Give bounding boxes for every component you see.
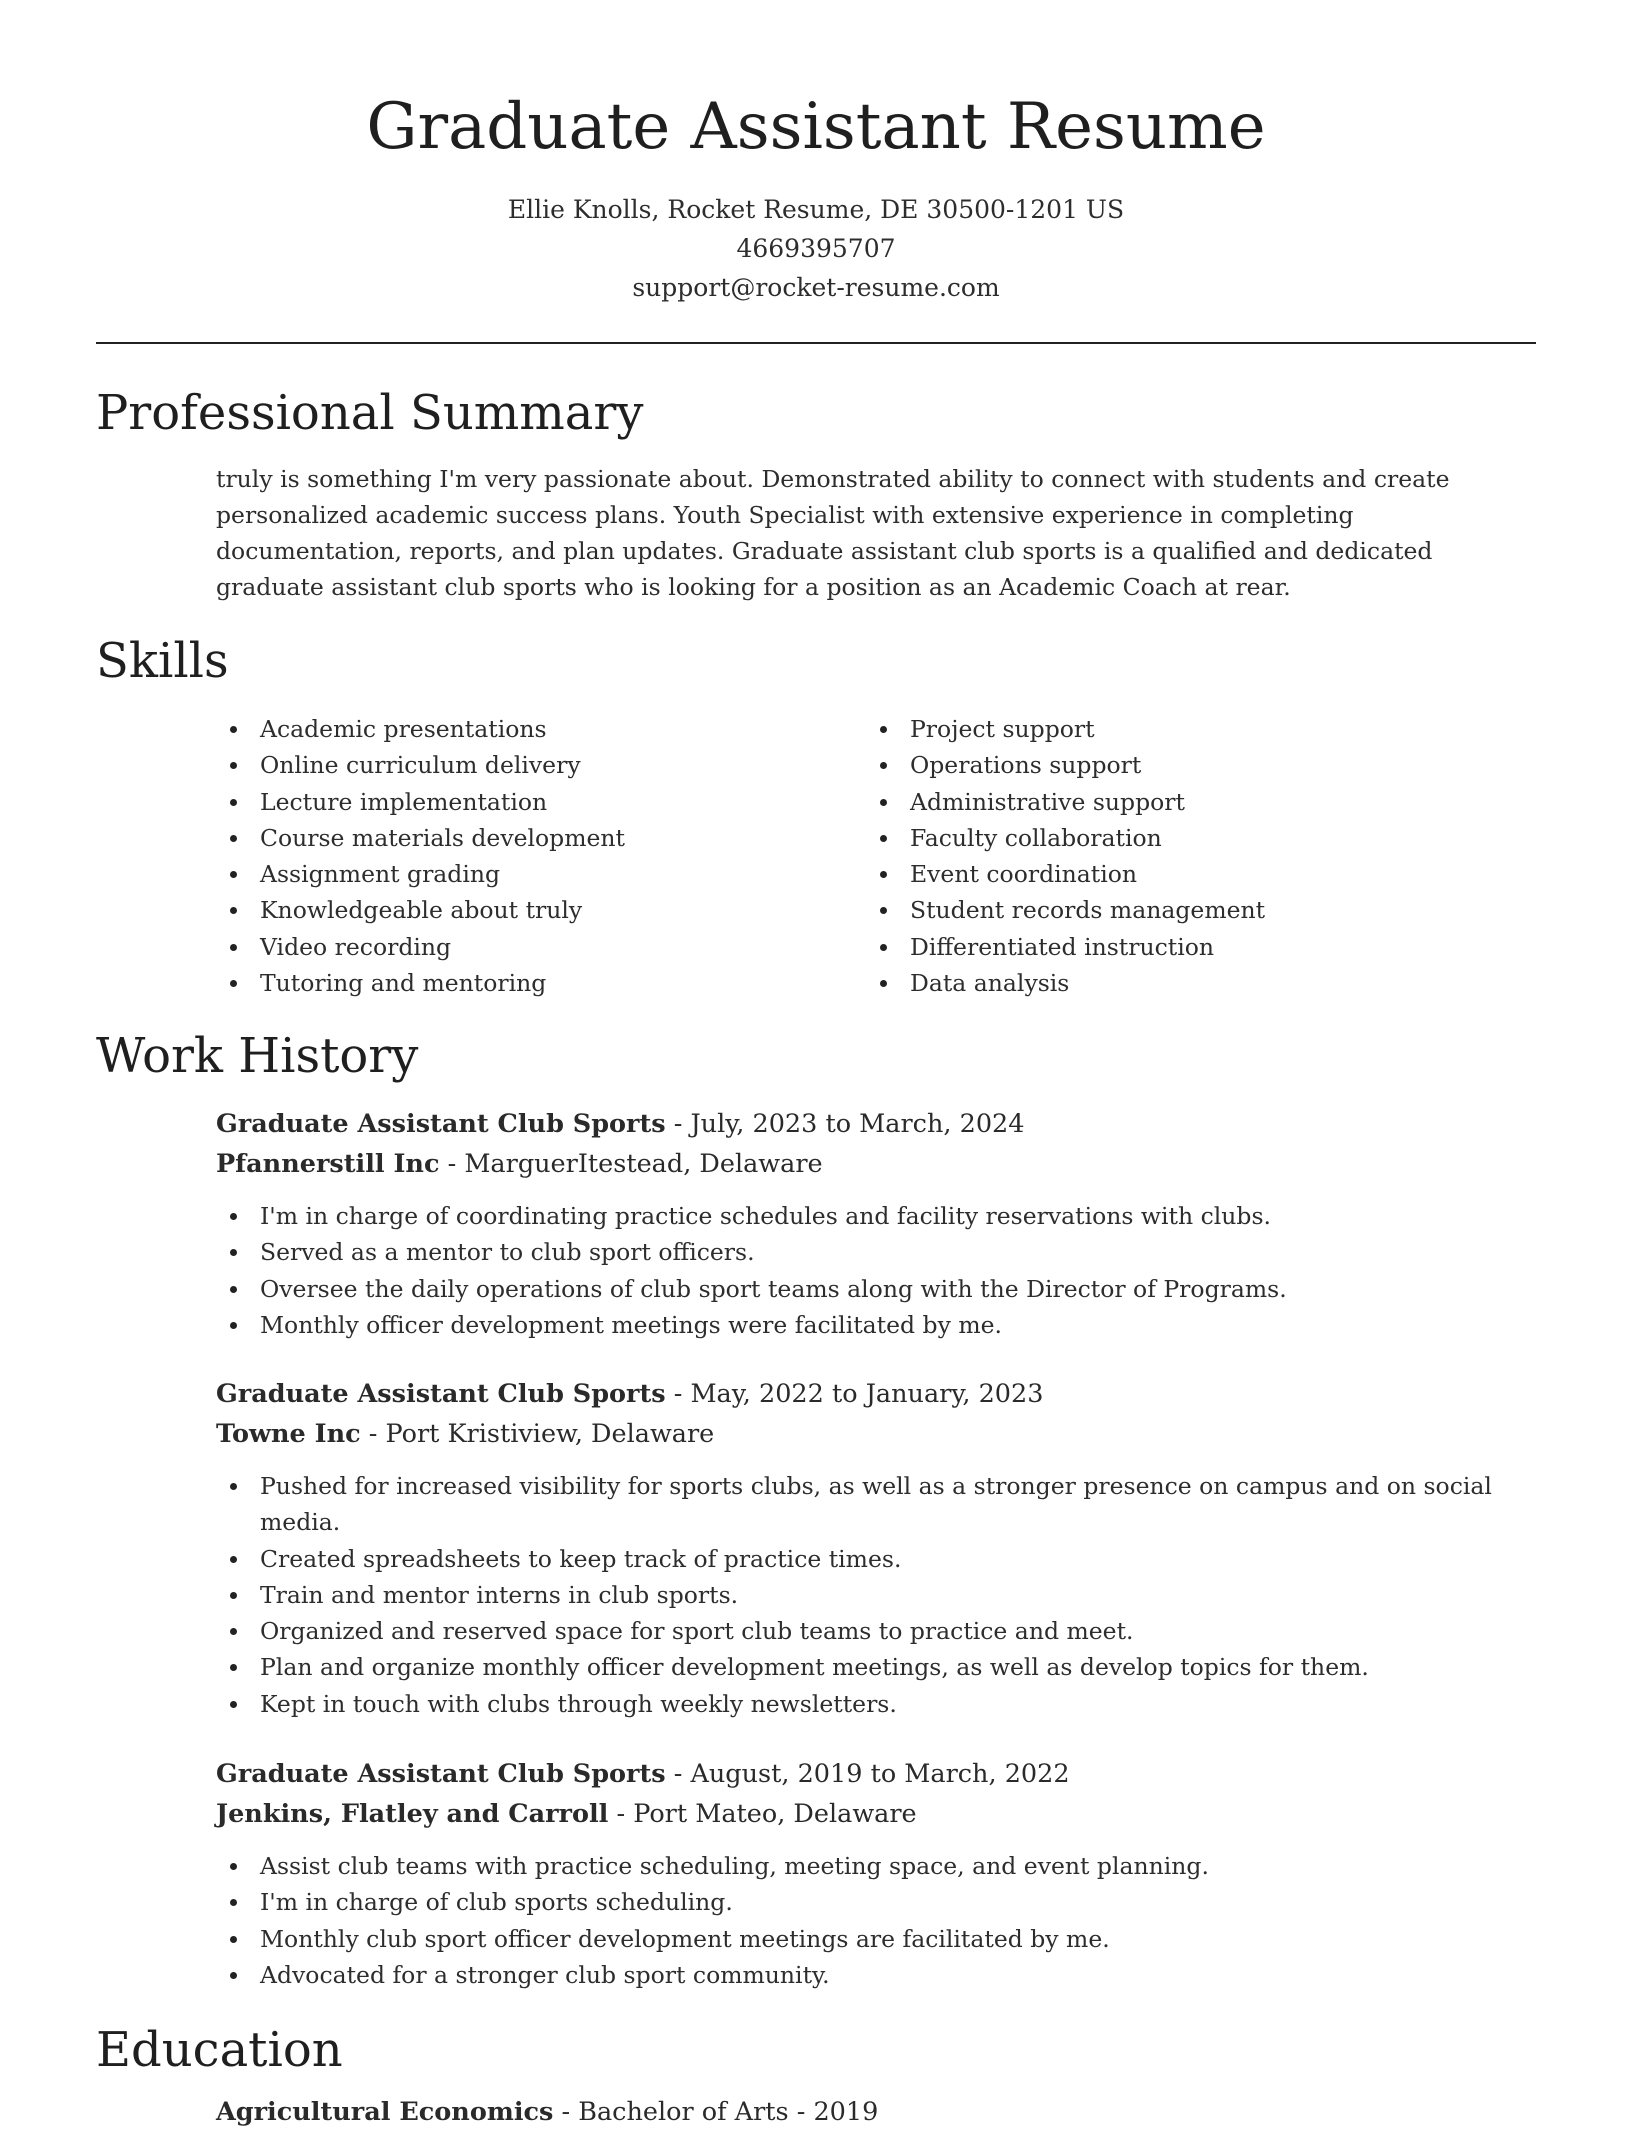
education-entry: Agricultural Economics - Bachelor of Arts - 2019 — [216, 2097, 879, 2127]
job-duty: I'm in charge of club sports scheduling. — [216, 1884, 1536, 1920]
skill-item: Event coordination — [866, 856, 1486, 892]
header-divider — [96, 342, 1536, 344]
job-duty: Assist club teams with practice scheduling, meeting space, and event planning. — [216, 1848, 1536, 1884]
resume-title: Graduate Assistant Resume — [366, 90, 1266, 164]
job-duties — [216, 1198, 1536, 1343]
skills-heading: Skills — [96, 633, 229, 689]
job-duty: Plan and organize monthly officer development meetings, as well as develop topics for them. — [216, 1649, 1536, 1685]
skill-item: Tutoring and mentoring — [216, 965, 836, 1001]
job-entry — [216, 1754, 1536, 1993]
contact-email: support@rocket-resume.com — [632, 273, 1000, 302]
job-duty: Created spreadsheets to keep track of practice times. — [216, 1541, 1536, 1577]
job-duty: Train and mentor interns in club sports. — [216, 1577, 1536, 1613]
job-title: Graduate Assistant Club Sports — [216, 1109, 666, 1139]
job-location: Port Mateo, Delaware — [633, 1799, 917, 1829]
skill-item: Student records management — [866, 892, 1486, 928]
job-duty: Oversee the daily operations of club sport teams along with the Director of Programs. — [216, 1271, 1536, 1307]
job-entry — [216, 1104, 1536, 1343]
skill-item: Course materials development — [216, 820, 836, 856]
resume-header — [0, 82, 1632, 307]
contact-address: Ellie Knolls, Rocket Resume, DE 30500-1201 US — [507, 195, 1125, 224]
job-title-line: Graduate Assistant Club Sports - May, 2022 to January, 2023 — [216, 1379, 1044, 1409]
job-duty: Monthly club sport officer development meetings are facilitated by me. — [216, 1921, 1536, 1957]
job-duty: Pushed for increased visibility for sports clubs, as well as a stronger presence on campus and on social media. — [216, 1468, 1536, 1541]
job-title-line: Graduate Assistant Club Sports - August, 2019 to March, 2022 — [216, 1759, 1070, 1789]
job-company-line: Towne Inc - Port Kristiview, Delaware — [216, 1419, 715, 1449]
job-company-line: Jenkins, Flatley and Carroll - Port Mateo, Delaware — [216, 1799, 917, 1829]
job-duty: Organized and reserved space for sport club teams to practice and meet. — [216, 1613, 1536, 1649]
job-company: Towne Inc — [216, 1419, 361, 1449]
skill-item: Video recording — [216, 929, 836, 965]
job-duties — [216, 1468, 1536, 1722]
work-history-heading: Work History — [96, 1028, 419, 1084]
education-degree: Bachelor of Arts — [578, 2097, 789, 2127]
job-title: Graduate Assistant Club Sports — [216, 1379, 666, 1409]
skill-item: Data analysis — [866, 965, 1486, 1001]
skill-item: Operations support — [866, 747, 1486, 783]
skill-item: Academic presentations — [216, 711, 836, 747]
education-heading: Education — [96, 2022, 343, 2078]
contact-phone: 4669395707 — [736, 234, 896, 263]
job-company-line: Pfannerstill Inc - MarguerItestead, Delaware — [216, 1149, 823, 1179]
job-company: Jenkins, Flatley and Carroll — [216, 1799, 609, 1829]
job-duty: Served as a mentor to club sport officers. — [216, 1234, 1536, 1270]
job-duties — [216, 1848, 1536, 1993]
job-duty: Kept in touch with clubs through weekly newsletters. — [216, 1686, 1536, 1722]
summary-heading: Professional Summary — [96, 385, 644, 441]
skill-item: Differentiated instruction — [866, 929, 1486, 965]
job-duty: I'm in charge of coordinating practice schedules and facility reservations with clubs. — [216, 1198, 1536, 1234]
job-title-line: Graduate Assistant Club Sports - July, 2023 to March, 2024 — [216, 1109, 1025, 1139]
skills-column-right — [866, 711, 1486, 1001]
summary-text: truly is something I'm very passionate about. Demonstrated ability to connect with students and create personalized academic success plans. Youth Specialist with extensive experience in completing documentation, reports, and plan updates. Graduate assistant club sports is a qualified and dedicated graduate assistant club sports who is looking for a position as an Academic Coach at rear. — [216, 465, 1450, 601]
skill-item: Faculty collaboration — [866, 820, 1486, 856]
skill-item: Administrative support — [866, 784, 1486, 820]
job-entry — [216, 1374, 1536, 1722]
skill-item: Project support — [866, 711, 1486, 747]
education-school: Agricultural Economics — [216, 2097, 554, 2127]
job-location: MarguerItestead, Delaware — [464, 1149, 823, 1179]
skills-column-left — [216, 711, 836, 1001]
job-dates: July, 2023 to March, 2024 — [690, 1109, 1025, 1139]
skill-item: Online curriculum delivery — [216, 747, 836, 783]
job-dates: May, 2022 to January, 2023 — [690, 1379, 1044, 1409]
job-duty: Monthly officer development meetings were facilitated by me. — [216, 1307, 1536, 1343]
job-dates: August, 2019 to March, 2022 — [690, 1759, 1070, 1789]
job-location: Port Kristiview, Delaware — [385, 1419, 715, 1449]
education-year: 2019 — [813, 2097, 879, 2127]
skill-item: Assignment grading — [216, 856, 836, 892]
job-title: Graduate Assistant Club Sports — [216, 1759, 666, 1789]
job-company: Pfannerstill Inc — [216, 1149, 440, 1179]
skill-item: Knowledgeable about truly — [216, 892, 836, 928]
job-duty: Advocated for a stronger club sport community. — [216, 1957, 1536, 1993]
skill-item: Lecture implementation — [216, 784, 836, 820]
